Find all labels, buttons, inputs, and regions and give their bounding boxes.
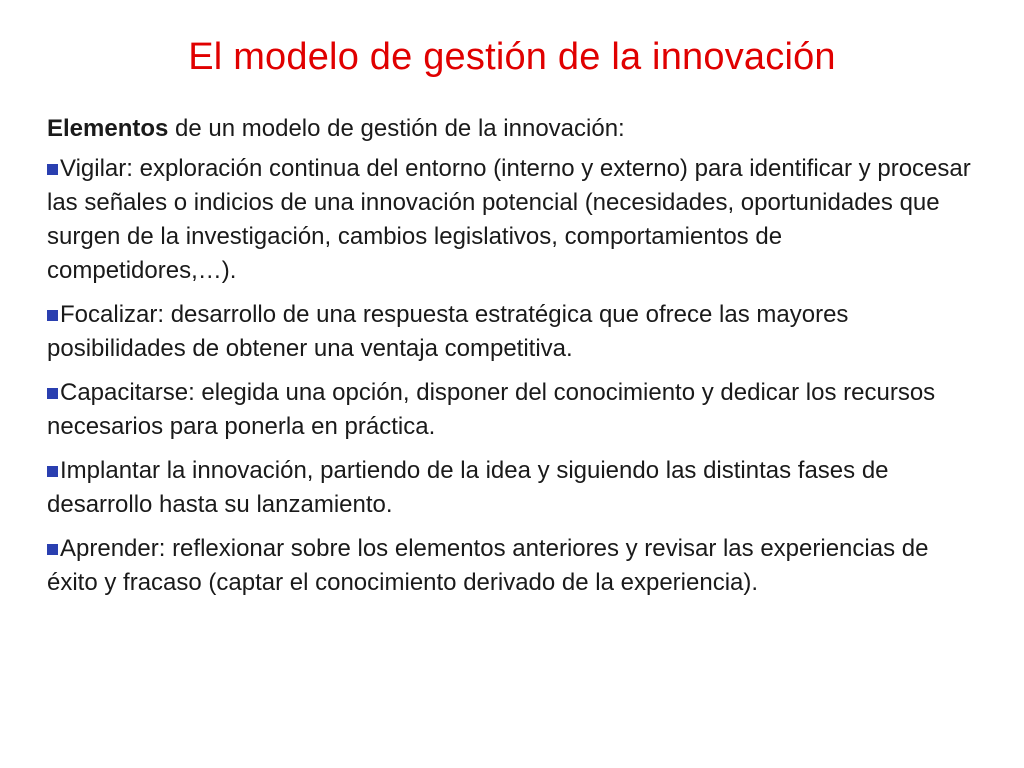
intro-text: de un modelo de gestión de la innovación: bbox=[168, 115, 625, 142]
intro-line bbox=[47, 112, 977, 146]
square-bullet-icon bbox=[47, 310, 58, 321]
bullet-text: Aprender: reflexionar sobre los elementos anteriores y revisar las experiencias de éxito y fracaso (captar el conocimiento derivado de la experiencia). bbox=[47, 535, 929, 596]
bullet-item-implantar bbox=[47, 454, 977, 522]
square-bullet-icon bbox=[47, 544, 58, 555]
intro-bold-label: Elementos bbox=[47, 115, 169, 142]
square-bullet-icon bbox=[47, 388, 58, 399]
slide-body bbox=[47, 112, 977, 610]
bullet-text: Implantar la innovación, partiendo de la idea y siguiendo las distintas fases de desarrollo hasta su lanzamiento. bbox=[47, 457, 889, 518]
square-bullet-icon bbox=[47, 164, 58, 175]
bullet-item-focalizar bbox=[47, 298, 977, 366]
bullet-item-aprender bbox=[47, 532, 977, 600]
bullet-item-vigilar bbox=[47, 152, 977, 288]
bullet-text: Focalizar: desarrollo de una respuesta estratégica que ofrece las mayores posibilidades de obtener una ventaja competitiva. bbox=[47, 301, 849, 362]
slide-title: El modelo de gestión de la innovación bbox=[188, 36, 836, 78]
bullet-text: Capacitarse: elegida una opción, disponer del conocimiento y dedicar los recursos necesarios para ponerla en práctica. bbox=[47, 379, 936, 440]
bullet-text: Vigilar: exploración continua del entorno (interno y externo) para identificar y procesar las señales o indicios de una innovación potencial (necesidades, oportunidades que surgen de la investigación, cambios legislativos, comportamientos de competidores,…). bbox=[47, 155, 971, 284]
bullet-item-capacitarse bbox=[47, 376, 977, 444]
square-bullet-icon bbox=[47, 466, 58, 477]
